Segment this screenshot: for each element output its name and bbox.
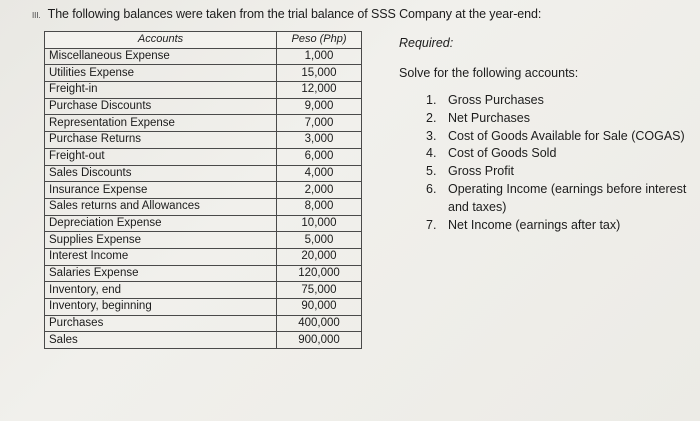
account-amount: 75,000 (277, 282, 362, 299)
account-name: Utilities Expense (45, 65, 277, 82)
problem-heading (32, 7, 541, 21)
trial-balance-table (44, 31, 362, 349)
table-row (45, 282, 362, 299)
account-name: Sales (45, 332, 277, 349)
account-amount: 9,000 (277, 98, 362, 115)
header-amount: Peso (Php) (277, 32, 362, 49)
table-row (45, 82, 362, 99)
account-amount: 12,000 (277, 82, 362, 99)
account-amount: 90,000 (277, 299, 362, 316)
table-header-row (45, 32, 362, 49)
account-amount: 3,000 (277, 132, 362, 149)
table-row (45, 315, 362, 332)
table-row (45, 115, 362, 132)
account-amount: 1,000 (277, 48, 362, 65)
account-amount: 8,000 (277, 198, 362, 215)
account-amount: 15,000 (277, 65, 362, 82)
required-item-number: 5. (426, 164, 437, 179)
required-title: Required: (399, 36, 454, 50)
account-name: Inventory, end (45, 282, 277, 299)
table-row (45, 215, 362, 232)
table-body (45, 48, 362, 348)
account-amount: 120,000 (277, 265, 362, 282)
account-amount: 7,000 (277, 115, 362, 132)
table-row (45, 48, 362, 65)
required-item-text: Cost of Goods Sold (448, 146, 557, 161)
account-name: Freight-in (45, 82, 277, 99)
required-subtitle: Solve for the following accounts: (399, 66, 579, 80)
account-name: Purchase Discounts (45, 98, 277, 115)
required-item (426, 145, 698, 163)
required-item-number: 1. (426, 93, 437, 107)
required-list (426, 92, 698, 234)
account-name: Supplies Expense (45, 232, 277, 249)
required-item-number: 7. (426, 217, 437, 232)
required-item-number: 2. (426, 110, 437, 125)
table-row (45, 332, 362, 349)
table-row (45, 65, 362, 82)
required-item (426, 163, 698, 181)
required-item-number: 4. (426, 146, 437, 161)
required-item-text: Operating Income (earnings before interest and taxes) (448, 181, 687, 214)
account-name: Purchase Returns (45, 132, 277, 149)
account-amount: 5,000 (277, 232, 362, 249)
table-row (45, 98, 362, 115)
problem-heading-text: The following balances were taken from the trial balance of SSS Company at the year-end: (47, 7, 542, 21)
required-item (426, 181, 698, 217)
account-name: Freight-out (45, 148, 277, 165)
table-row (45, 299, 362, 316)
problem-number: III. (32, 11, 41, 20)
account-amount: 6,000 (277, 148, 362, 165)
required-item-number: 6. (426, 181, 437, 196)
account-name: Sales returns and Allowances (45, 198, 277, 215)
account-name: Representation Expense (45, 115, 277, 132)
table-row (45, 148, 362, 165)
account-name: Sales Discounts (45, 165, 277, 182)
account-amount: 4,000 (277, 165, 362, 182)
required-item (426, 110, 698, 128)
account-name: Depreciation Expense (45, 215, 277, 232)
account-name: Inventory, beginning (45, 299, 277, 316)
required-item (426, 128, 698, 146)
required-item (426, 217, 698, 235)
table-row (45, 232, 362, 249)
table-row (45, 248, 362, 265)
account-name: Insurance Expense (45, 182, 277, 199)
account-name: Purchases (45, 315, 277, 332)
account-amount: 20,000 (277, 248, 362, 265)
account-name: Interest Income (45, 248, 277, 265)
required-item-text: Net Purchases (448, 110, 530, 125)
table-row (45, 198, 362, 215)
table-row (45, 132, 362, 149)
required-item-text: Net Income (earnings after tax) (448, 217, 621, 232)
required-item-text: Gross Purchases (448, 93, 544, 107)
required-item-number: 3. (426, 128, 437, 143)
table-row (45, 182, 362, 199)
account-amount: 900,000 (277, 332, 362, 349)
account-amount: 2,000 (277, 182, 362, 199)
header-accounts: Accounts (45, 32, 277, 49)
account-amount: 400,000 (277, 315, 362, 332)
required-item-text: Gross Profit (448, 164, 514, 179)
account-name: Miscellaneous Expense (45, 48, 277, 65)
table-row (45, 265, 362, 282)
account-name: Salaries Expense (45, 265, 277, 282)
table-row (45, 165, 362, 182)
required-item-text: Cost of Goods Available for Sale (COGAS) (448, 128, 685, 143)
required-item (426, 92, 698, 110)
account-amount: 10,000 (277, 215, 362, 232)
